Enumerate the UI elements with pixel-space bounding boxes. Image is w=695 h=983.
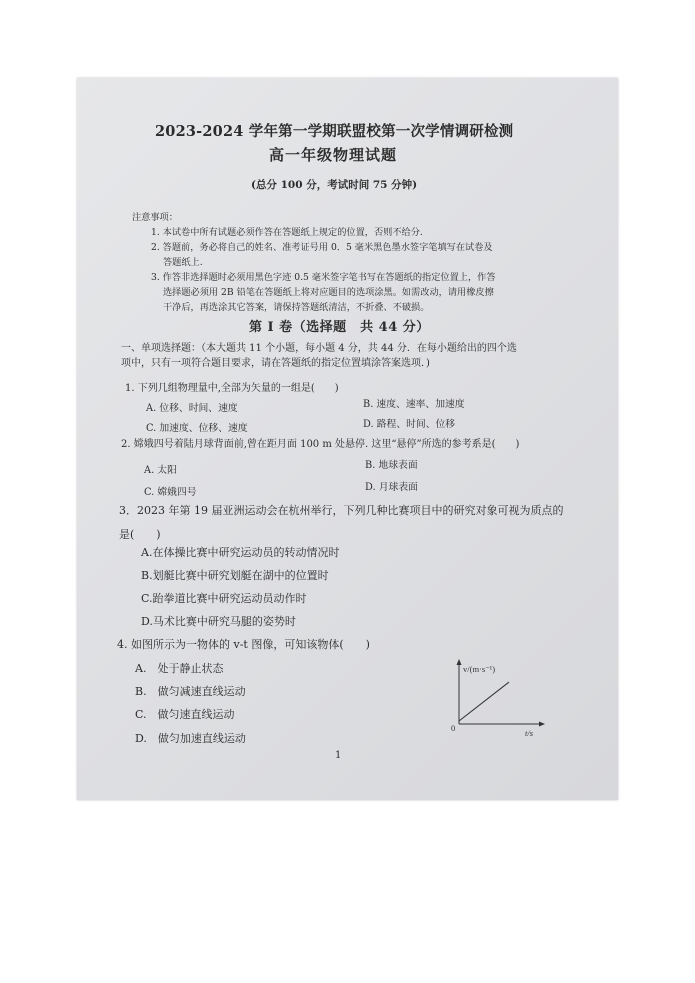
- section-instructions: 项中，只有一项符合题目要求，请在答题纸的指定位置填涂答案选项．): [121, 358, 430, 369]
- page-number: 1: [335, 750, 342, 761]
- note-line: 2. 答题前，务必将自己的姓名、准考证号用 0．5 毫米黑色墨水签字笔填写在试卷及: [151, 242, 493, 253]
- vt-line: [459, 682, 509, 721]
- option-b: B. 做匀减速直线运动: [135, 685, 246, 698]
- option-a: A. 太阳: [144, 465, 177, 476]
- note-line: 答题纸上.: [163, 257, 203, 268]
- question-stem: 2. 嫦娥四号着陆月球背面前,曾在距月面 100 m 处悬停. 这里“悬停”所选的参考系是( ): [121, 439, 520, 450]
- option-b: B. 速度、速率、加速度: [363, 399, 465, 410]
- option-c: C. 加速度、位移、速度: [146, 423, 248, 434]
- question-stem-cont: 是( ): [119, 528, 161, 541]
- option-d: D. 做匀加速直线运动: [135, 732, 246, 745]
- option-b: B. 地球表面: [365, 460, 418, 471]
- option-a: A. 位移、时间、速度: [146, 403, 238, 414]
- t-axis-label: t/s: [525, 728, 534, 738]
- option-c: C. 做匀速直线运动: [135, 708, 235, 721]
- exam-title: 2023-2024 学年第一学期联盟校第一次学情调研检测: [155, 123, 514, 140]
- exam-subtitle: 高一年级物理试题: [269, 146, 398, 164]
- notes-heading: 注意事项：: [132, 212, 178, 223]
- option-c: C. 嫦娥四号: [144, 487, 197, 498]
- option-a: A. 处于静止状态: [135, 662, 224, 675]
- option-b: B.划艇比赛中研究划艇在湖中的位置时: [141, 569, 329, 582]
- v-axis-arrow: [457, 659, 462, 665]
- option-d: D. 路程、时间、位移: [363, 419, 456, 430]
- option-a: A.在体操比赛中研究运动员的转动情况时: [141, 546, 340, 559]
- note-line: 1. 本试卷中所有试题必须作答在答题纸上规定的位置，否则不给分.: [151, 227, 423, 238]
- question-stem: 1. 下列几组物理量中,全部为矢量的一组是( ): [125, 383, 339, 394]
- vt-graph: [447, 658, 547, 740]
- note-line: 干净后，再选涂其它答案，请保持答题纸清洁，不折叠、不破损。: [163, 302, 430, 313]
- section-instructions: 一、单项选择题：（本大题共 11 个小题，每小题 4 分，共 44 分．在每小题给出的四个选: [121, 343, 517, 354]
- t-axis-arrow: [539, 722, 545, 727]
- section-title: 第 I 卷（选择题 共 44 分）: [249, 320, 430, 335]
- note-line: 选择题必须用 2B 铅笔在答题纸上将对应题目的选项涂黑。如需改动，请用橡皮擦: [163, 287, 494, 298]
- exam-page-photo: [77, 78, 618, 800]
- option-c: C.跆拳道比赛中研究运动员动作时: [141, 592, 307, 605]
- question-stem: 4. 如图所示为一物体的 v-t 图像，可知该物体( ): [117, 638, 370, 651]
- option-d: D.马术比赛中研究马腿的姿势时: [141, 615, 296, 628]
- option-d: D. 月球表面: [365, 482, 418, 493]
- question-stem: 3．2023 年第 19 届亚洲运动会在杭州举行，下列几种比赛项目中的研究对象可视为质点的: [119, 504, 564, 517]
- origin-label: 0: [451, 723, 456, 733]
- note-line: 3. 作答非选择题时必须用黑色字迹 0.5 毫米签字笔书写在答题纸的指定位置上，作答: [151, 272, 496, 283]
- exam-info: (总分 100 分，考试时间 75 分钟): [251, 179, 418, 191]
- v-axis-label: v/(m·s⁻¹): [463, 664, 496, 674]
